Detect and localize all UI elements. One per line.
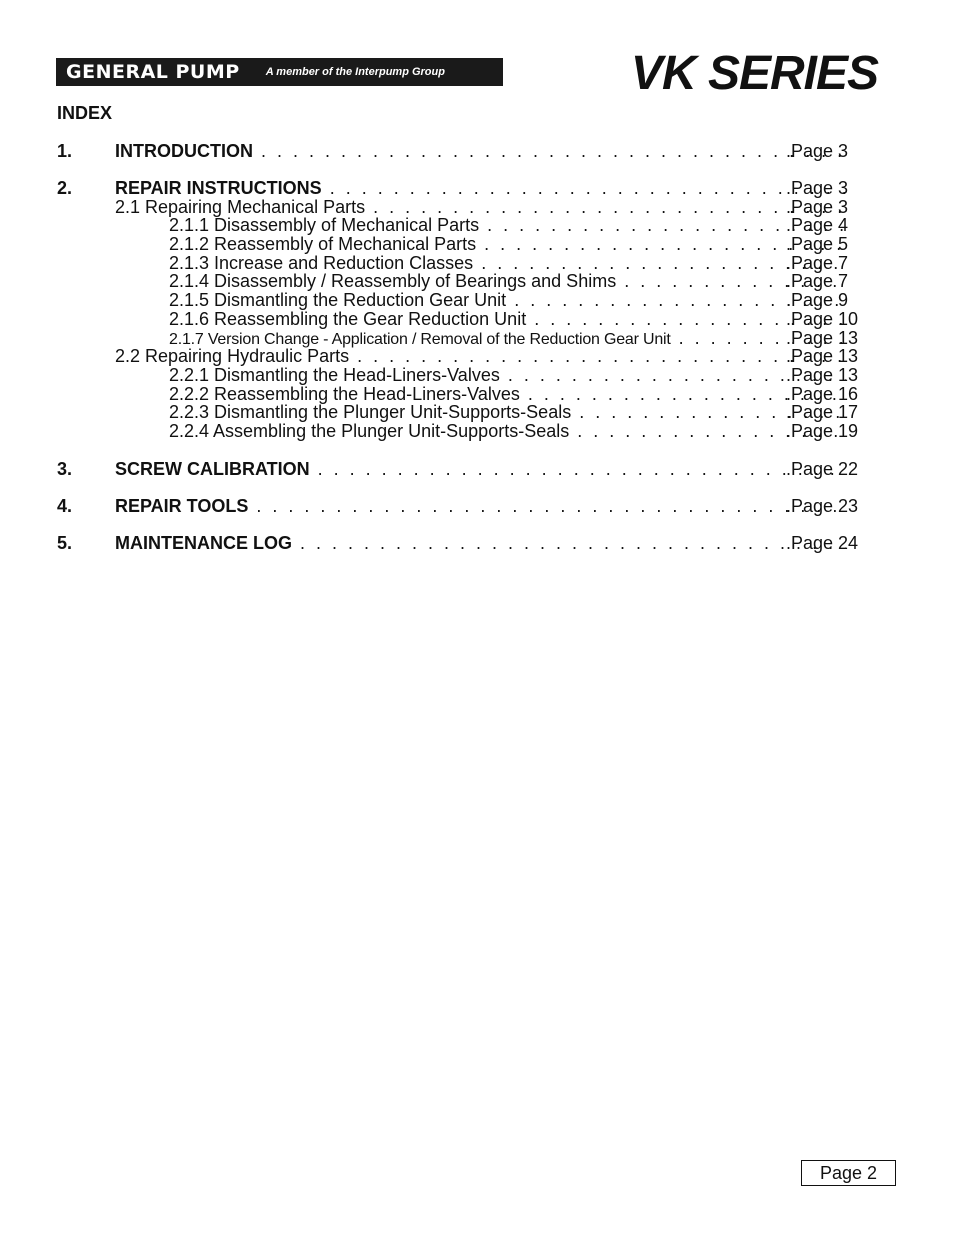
table-of-contents [0, 0, 954, 600]
toc-entry-page: .Page 7 [786, 271, 849, 291]
toc-entry-2-1-5[interactable] [0, 291, 954, 310]
toc-entry-number: 5. [57, 533, 73, 553]
toc-entry-page: .Page 13 [786, 346, 859, 366]
brand-name: GENERAL PUMP [66, 61, 240, 83]
toc-entry-2-1-4[interactable] [0, 272, 954, 291]
toc-entry-title: 2.1.4 Disassembly / Reassembly of Bearings and Shims [169, 271, 617, 291]
toc-entry-title: 2.2.1 Dismantling the Head-Liners-Valves [169, 365, 500, 385]
toc-entry-title: 2.1.1 Disassembly of Mechanical Parts [169, 215, 480, 235]
toc-entry-2-2-3[interactable] [0, 403, 954, 422]
toc-entry-page: .Page 3 [786, 141, 849, 161]
page-number: Page 2 [801, 1160, 896, 1186]
toc-entry-page: .Page 24 [786, 533, 859, 553]
toc-entry-introduction[interactable] [0, 142, 954, 161]
brand-tagline: A member of the Interpump Group [265, 66, 445, 78]
index-heading: INDEX [57, 103, 113, 123]
dot-leader [357, 347, 846, 366]
toc-entry-page: .Page 23 [786, 496, 859, 516]
toc-entry-title: 2.1 Repairing Mechanical Parts [115, 197, 366, 217]
toc-entry-title: 2.1.6 Reassembling the Gear Reduction Unit [169, 309, 527, 329]
toc-entry-title: 2.1.3 Increase and Reduction Classes [169, 253, 474, 273]
toc-entry-page: .Page 3 [786, 178, 849, 198]
dot-leader [300, 534, 846, 553]
toc-entry-page: .Page 5 [786, 234, 849, 254]
toc-entry-title: 2.1.2 Reassembly of Mechanical Parts [169, 234, 477, 254]
toc-entry-maintenance-log[interactable] [0, 534, 954, 553]
toc-entry-number: 2. [57, 178, 73, 198]
toc-entry-number: 4. [57, 496, 73, 516]
toc-entry-number: 1. [57, 141, 73, 161]
toc-entry-page: .Page 22 [786, 459, 859, 479]
toc-entry-title: 2.2.4 Assembling the Plunger Unit-Supports-Seals [169, 421, 570, 441]
toc-entry-page: .Page 19 [786, 421, 859, 441]
toc-entry-repair-tools[interactable] [0, 497, 954, 516]
toc-entry-title: 2.2.3 Dismantling the Plunger Unit-Supports-Seals [169, 402, 572, 422]
toc-entry-title: 2.2 Repairing Hydraulic Parts [115, 346, 350, 366]
toc-entry-page: .Page 4 [786, 215, 849, 235]
toc-entry-page: .Page 9 [786, 290, 849, 310]
toc-entry-page: .Page 13 [786, 365, 859, 385]
toc-entry-title: 2.1.7 Version Change - Application / Removal of the Reduction Gear Unit [169, 331, 671, 348]
dot-leader [261, 141, 849, 161]
toc-entry-title: 2.1.5 Dismantling the Reduction Gear Unit [169, 290, 507, 310]
toc-entry-title: INTRODUCTION [115, 141, 253, 161]
toc-entry-2-1-2[interactable] [0, 235, 954, 254]
dot-leader [318, 460, 846, 479]
toc-entry-2-1-1[interactable] [0, 216, 954, 235]
toc-entry-page: .Page 3 [786, 197, 849, 217]
toc-entry-number: 3. [57, 459, 73, 479]
dot-leader [256, 497, 846, 516]
toc-entry-page: .Page 16 [786, 384, 859, 404]
toc-entry-title: MAINTENANCE LOG [115, 533, 292, 553]
toc-entry-screw-calibration[interactable] [0, 460, 954, 479]
toc-entry-page: .Page 13 [786, 328, 859, 348]
toc-entry-title: REPAIR INSTRUCTIONS [115, 178, 322, 198]
toc-entry-page: .Page 10 [786, 309, 859, 329]
series-title: VK SERIES [630, 47, 878, 100]
toc-entry-repair-instructions[interactable] [0, 179, 954, 198]
toc-entry-page: .Page 7 [786, 253, 849, 273]
toc-entry-2-1-6[interactable] [0, 310, 954, 329]
toc-entry-page: .Page 17 [786, 402, 859, 422]
toc-entry-2-2-4[interactable] [0, 422, 954, 441]
toc-entry-2-2-1[interactable] [0, 366, 954, 385]
toc-entry-title: 2.2.2 Reassembling the Head-Liners-Valves [169, 384, 520, 404]
toc-entry-2-2[interactable] [0, 347, 954, 366]
toc-entry-title: SCREW CALIBRATION [115, 459, 310, 479]
toc-entry-title: REPAIR TOOLS [115, 496, 249, 516]
dot-leader [330, 178, 849, 198]
